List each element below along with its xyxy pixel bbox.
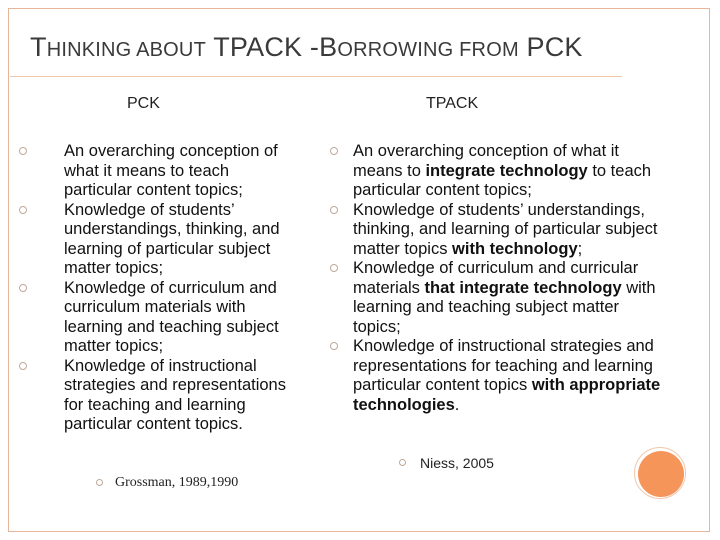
- bullet-icon: [330, 264, 338, 272]
- tpack-item-text: Knowledge of curriculum and curricular materials: [353, 259, 639, 297]
- decorative-circle: [638, 451, 684, 497]
- tpack-item-text: Knowledge of students’ understandings, thinking, and learning of particular subject matter topics: [353, 200, 658, 258]
- list-item: [64, 201, 294, 279]
- pck-list: [64, 142, 294, 435]
- list-item: [353, 142, 663, 201]
- pck-item-text: Knowledge of students’ understandings, thinking, and learning of particular subject matter topics;: [64, 200, 280, 277]
- pck-item-text: An overarching conception of what it means to teach particular content topics;: [64, 142, 278, 199]
- tpack-item-emphasis: with appropriate technologies: [353, 376, 661, 414]
- list-item: [64, 279, 294, 357]
- tpack-item-emphasis: with technology: [452, 239, 578, 258]
- bullet-icon: [19, 206, 27, 214]
- list-item: [353, 337, 663, 415]
- list-item: [353, 259, 663, 337]
- list-item: [64, 357, 294, 435]
- title-part4: PCK: [518, 32, 583, 62]
- bullet-icon: [399, 459, 406, 466]
- tpack-item-text: with learning and teaching subject matter topics;: [353, 278, 656, 336]
- citation-niess: [420, 455, 494, 471]
- list-item: [353, 201, 663, 260]
- title-part2: TPACK -: [206, 32, 320, 62]
- pck-item-text: Knowledge of curriculum and curriculum materials with learning and teaching subject matter topics;: [64, 278, 279, 355]
- bullet-icon: [330, 147, 338, 155]
- bullet-icon: [330, 342, 338, 350]
- tpack-item-text: to teach particular content topics;: [353, 161, 652, 199]
- slide-title: [30, 32, 583, 63]
- tpack-item-text: Knowledge of instructional strategies and representations for teaching and learning particular content topics: [353, 337, 654, 394]
- tpack-heading: TPACK: [426, 95, 479, 112]
- bullet-icon: [330, 206, 338, 214]
- list-item: [64, 142, 294, 201]
- citation-text: Grossman, 1989,1990: [115, 475, 239, 490]
- pck-item-text: Knowledge of instructional strategies and representations for teaching and learning particular content topics.: [64, 356, 286, 433]
- title-part1-rest: HINKING ABOUT: [46, 39, 206, 61]
- citation-text: Niess, 2005: [420, 455, 494, 471]
- bullet-icon: [19, 147, 27, 155]
- title-part1-cap: T: [30, 32, 47, 62]
- tpack-list: [353, 142, 663, 415]
- tpack-item-emphasis: that integrate technology: [424, 278, 622, 297]
- title-part3-rest: ORROWING FROM: [337, 39, 519, 61]
- pck-heading: PCK: [127, 95, 160, 112]
- title-part3-cap: B: [319, 32, 338, 62]
- title-divider: [10, 76, 622, 77]
- bullet-icon: [96, 479, 103, 486]
- tpack-item-text: An overarching conception of what it means to: [353, 142, 619, 180]
- tpack-item-emphasis: integrate technology: [425, 161, 588, 180]
- bullet-icon: [19, 284, 27, 292]
- tpack-item-text: .: [454, 395, 460, 414]
- bullet-icon: [19, 362, 27, 370]
- tpack-item-text: ;: [577, 239, 583, 258]
- citation-grossman: [115, 475, 238, 491]
